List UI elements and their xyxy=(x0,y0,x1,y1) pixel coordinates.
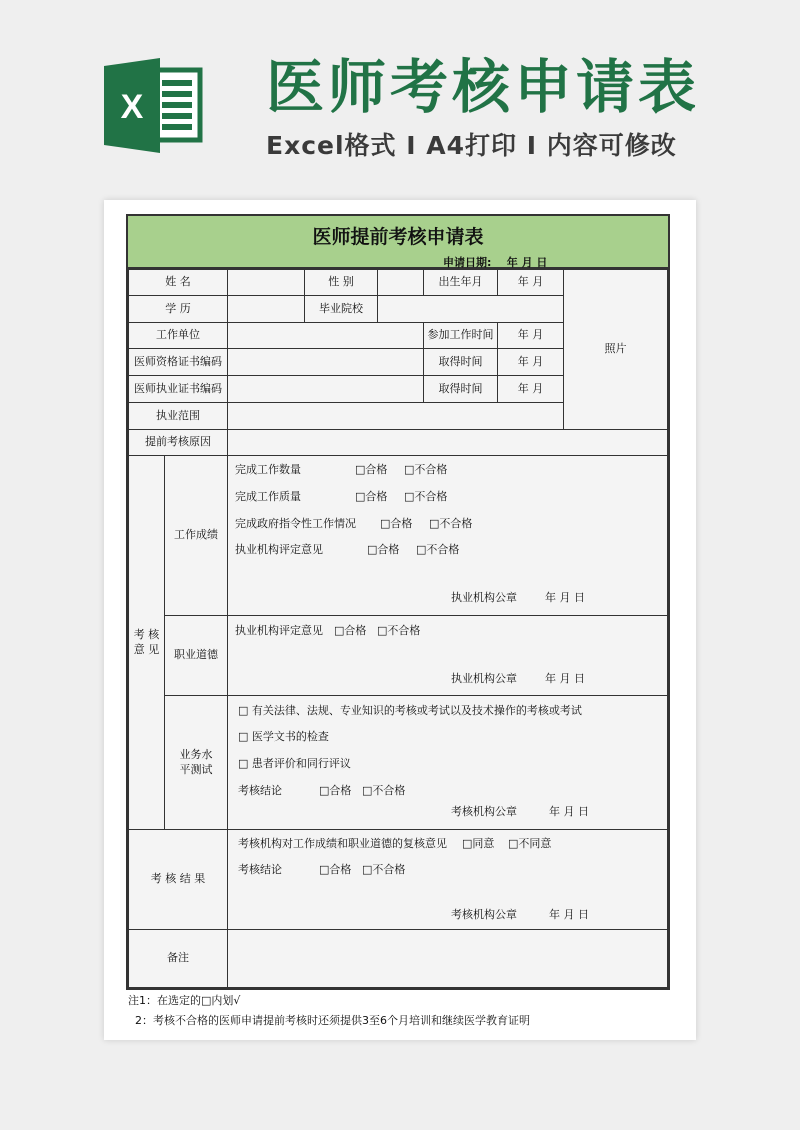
label-remark: 备注 xyxy=(128,929,228,988)
label-gender: 性 别 xyxy=(304,269,378,296)
work-item: 完成政府指令性工作情况 xyxy=(235,517,356,530)
excel-logo-icon xyxy=(104,58,204,153)
fail-checkbox[interactable]: □不合格 xyxy=(404,463,448,476)
school-field[interactable] xyxy=(377,295,564,323)
label-obtain-date: 取得时间 xyxy=(423,348,498,376)
label-work-results: 工作成绩 xyxy=(164,455,228,616)
work-item: 完成工作质量 xyxy=(235,490,301,503)
banner-title: 医师考核申请表 xyxy=(266,53,701,121)
qualification-cert-field[interactable] xyxy=(227,348,424,376)
practice-date-field[interactable]: 年 月 xyxy=(497,375,564,403)
label-name: 姓 名 xyxy=(128,269,228,296)
fail-checkbox[interactable]: □不合格 xyxy=(377,624,421,637)
fail-checkbox[interactable]: □不合格 xyxy=(416,543,460,556)
fail-checkbox[interactable]: □不合格 xyxy=(362,784,406,797)
seal-date: 年 月 日 xyxy=(545,672,585,685)
gender-field[interactable] xyxy=(377,269,424,296)
disagree-checkbox[interactable]: □不同意 xyxy=(508,837,552,850)
practice-cert-field[interactable] xyxy=(227,375,424,403)
name-field[interactable] xyxy=(227,269,305,296)
skill-checkbox[interactable]: □ 有关法律、法规、专业知识的考核或考试以及技术操作的考核或考试 xyxy=(238,704,582,717)
join-date-field[interactable]: 年 月 xyxy=(497,322,564,349)
label-join-date: 参加工作时间 xyxy=(423,322,498,349)
pass-checkbox[interactable]: □合格 xyxy=(319,784,352,797)
label-school: 毕业院校 xyxy=(304,295,378,323)
fail-checkbox[interactable]: □不合格 xyxy=(362,863,406,876)
reason-field[interactable] xyxy=(227,429,668,456)
pass-checkbox[interactable]: □合格 xyxy=(355,463,388,476)
svg-text:X: X xyxy=(120,88,144,126)
label-practice-cert: 医师执业证书编码 xyxy=(128,375,228,403)
pass-checkbox[interactable]: □合格 xyxy=(355,490,388,503)
scope-field[interactable] xyxy=(227,402,564,430)
work-item: 完成工作数量 xyxy=(235,463,301,476)
seal-label: 考核机构公章 xyxy=(451,908,517,921)
seal-label: 执业机构公章 xyxy=(451,672,517,685)
review-label: 考核机构对工作成绩和职业道德的复核意见 xyxy=(238,837,447,850)
seal-label: 执业机构公章 xyxy=(451,591,517,604)
banner-subtitle: Excel格式 I A4打印 I 内容可修改 xyxy=(266,131,677,160)
agree-checkbox[interactable]: □同意 xyxy=(462,837,495,850)
apply-date: 申请日期: 年 月 日 xyxy=(443,256,548,269)
skill-checkbox[interactable]: □ 患者评价和同行评议 xyxy=(238,757,351,770)
label-opinion: 考 核 意 见 xyxy=(128,455,165,830)
pass-checkbox[interactable]: □合格 xyxy=(334,624,367,637)
seal-label: 考核机构公章 xyxy=(451,805,517,818)
label-education: 学 历 xyxy=(128,295,228,323)
pass-checkbox[interactable]: □合格 xyxy=(367,543,400,556)
qual-date-field[interactable]: 年 月 xyxy=(497,348,564,376)
remark-field[interactable] xyxy=(227,929,668,988)
seal-date: 年 月 日 xyxy=(549,805,589,818)
ethics-item: 执业机构评定意见 xyxy=(235,624,323,637)
education-field[interactable] xyxy=(227,295,305,323)
form-title: 医师提前考核申请表 xyxy=(312,226,484,248)
seal-date: 年 月 日 xyxy=(549,908,589,921)
note-2: 2：考核不合格的医师申请提前考核时还须提供3至6个月培训和继续医学教育证明 xyxy=(135,1014,530,1027)
work-results-cell xyxy=(227,455,668,616)
workplace-field[interactable] xyxy=(227,322,424,349)
label-result: 考 核 结 果 xyxy=(128,829,228,930)
label-scope: 执业范围 xyxy=(128,402,228,430)
label-skill-test: 业务水平测试 xyxy=(164,695,228,830)
photo-box[interactable]: 照片 xyxy=(563,269,668,430)
label-workplace: 工作单位 xyxy=(128,322,228,349)
pass-checkbox[interactable]: □合格 xyxy=(380,517,413,530)
label-ethics: 职业道德 xyxy=(164,615,228,696)
skill-checkbox[interactable]: □ 医学文书的检查 xyxy=(238,730,329,743)
conclusion-label: 考核结论 xyxy=(238,784,282,797)
birth-field[interactable]: 年 月 xyxy=(497,269,564,296)
work-item: 执业机构评定意见 xyxy=(235,543,323,556)
label-obtain-date: 取得时间 xyxy=(423,375,498,403)
fail-checkbox[interactable]: □不合格 xyxy=(404,490,448,503)
note-1: 注1：在选定的□内划√ xyxy=(128,994,241,1007)
fail-checkbox[interactable]: □不合格 xyxy=(429,517,473,530)
conclusion-label: 考核结论 xyxy=(238,863,282,876)
label-reason: 提前考核原因 xyxy=(128,429,228,456)
seal-date: 年 月 日 xyxy=(545,591,585,604)
label-qualification-cert: 医师资格证书编码 xyxy=(128,348,228,376)
label-birth: 出生年月 xyxy=(423,269,498,296)
pass-checkbox[interactable]: □合格 xyxy=(319,863,352,876)
form-header xyxy=(128,216,668,269)
